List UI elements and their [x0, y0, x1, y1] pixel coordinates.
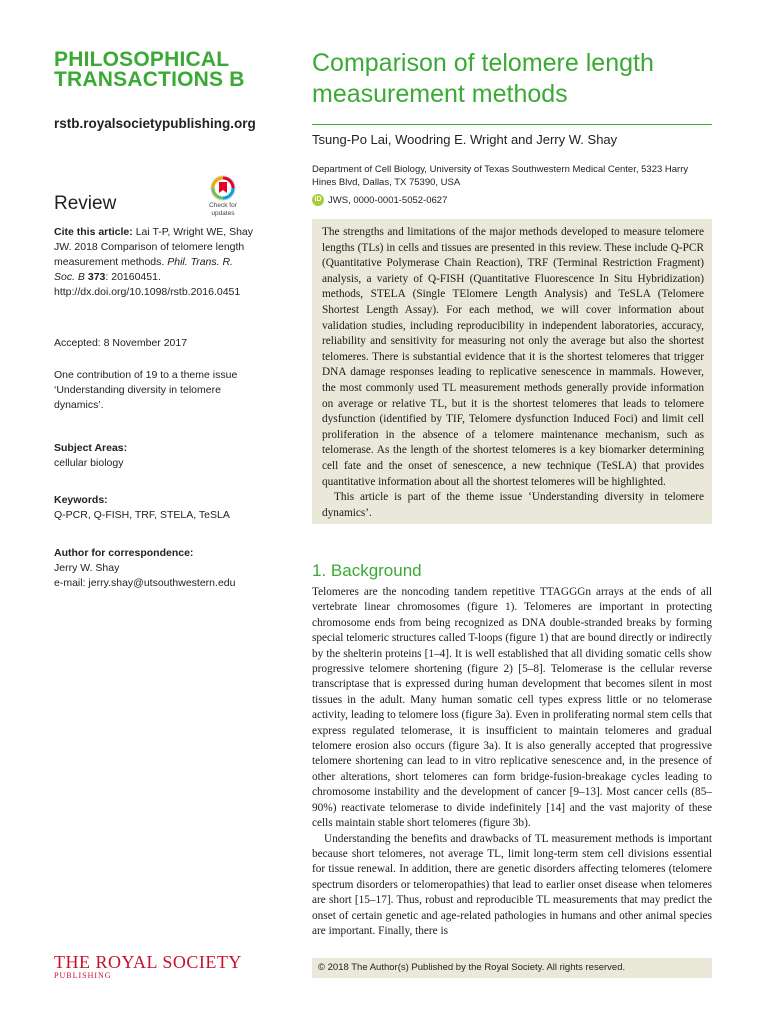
correspondence-label: Author for correspondence:: [54, 547, 194, 559]
copyright-footer: © 2018 The Author(s) Published by the Royal Society. All rights reserved.: [312, 958, 712, 978]
check-updates-line2: updates: [211, 210, 235, 217]
publisher-line2: PUBLISHING: [54, 971, 112, 980]
correspondence: [54, 546, 254, 591]
abstract-paragraph-2: This article is part of the theme issue ‘Understanding diversity in telomere dynamics’.: [322, 491, 704, 519]
affiliation: Department of Cell Biology, University of Texas Southwestern Medical Center, 5323 Harry Hines Blvd, Dallas, TX 75390, USA: [312, 164, 689, 188]
orcid-text: JWS, 0000-0001-5052-0627: [328, 194, 448, 206]
subject-label: Subject Areas:: [54, 442, 128, 454]
keywords-value: Q-PCR, Q-FISH, TRF, STELA, TeSLA: [54, 509, 230, 521]
orcid-line[interactable]: [312, 194, 447, 206]
author-list: Tsung-Po Lai, Woodring E. Wright and Jerry W. Shay: [312, 132, 618, 147]
article-type: Review: [54, 193, 117, 214]
abstract-box: [312, 219, 712, 524]
citation-volume: 373: [87, 271, 106, 283]
body-paragraph-1: Telomeres are the noncoding tandem repetitive TTAGGGn arrays at the ends of all vertebrate linear chromosomes (figure 1). Telomeres are important in protecting chromosome ends from being recognized as DNA double-stranded breaks by forming special telomeric structures called T-loops (figure 1) that are bound directly or indirectly by the shelterin proteins [1–4]. It is well established that all dividing somatic cells show progressive telomere shortening (figure 2) [5–8]. Telomerase is the cellular reverse transcriptase that is expressed during human development that becomes silent in most tissues in the adult. Many human somatic cell types express little or no telomerase activity, leading to telomere loss (figure 3a). Even in proliferating normal stem cells that express regulated telomerase, it is insufficient to maintain telomeres and gradual telomere erosion also occurs (figure 3a). It is also generally accepted that progressive telomere shortening can lead to in vitro replicative senescence and, in the presence of other alterations, short telomeres can form bridge-fusion-breakage cycles leading to chromosome instability and the development of cancer [9–13]. Most cancer cells (85–90%) reactivate telomerase to divide indefinitely [14] and the vast majority of these cells maintain stable short telomeres (figure 3b).: [312, 586, 712, 830]
check-updates-icon: [210, 175, 236, 201]
journal-name-line1: PHILOSOPHICAL: [54, 48, 230, 71]
publisher-logo: [54, 952, 242, 980]
check-updates-line1: Check for: [209, 202, 237, 209]
publisher-line1: THE ROYAL SOCIETY: [54, 952, 242, 972]
journal-name-line2: TRANSACTIONS B: [54, 68, 245, 91]
orcid-icon: iD: [312, 194, 324, 206]
subject-areas: [54, 441, 254, 471]
body-text: [312, 585, 712, 953]
citation-journal: Phil. Trans. R. Soc. B: [54, 256, 233, 283]
journal-name: [54, 50, 294, 90]
correspondence-email[interactable]: e-mail: jerry.shay@utsouthwestern.edu: [54, 577, 236, 589]
body-paragraph-2: Understanding the benefits and drawbacks of TL measurement methods is important because short telomeres, not average TL, limit long-term stem cell divisions essential for tissue renewal. In addition, there are genetic disorders affecting telomeres (telomere spectrum disorders or telomeropathies) that lead to earlier onset disease when telomeres are short [15–17]. Thus, robust and reproducible TL measurements that may predict the onset of certain genetic and age-related pathologies in humans and other animal species are important. Finally, there is: [312, 832, 712, 937]
citation-label: Cite this article:: [54, 226, 133, 238]
journal-site-link[interactable]: rstb.royalsocietypublishing.org: [54, 116, 256, 131]
check-for-updates-badge[interactable]: [204, 175, 242, 217]
section-heading: 1. Background: [312, 561, 422, 580]
theme-contribution: One contribution of 19 to a theme issue ‘Understanding diversity in telomere dynamics’.: [54, 369, 238, 411]
keywords-label: Keywords:: [54, 494, 108, 506]
citation-doi-link[interactable]: http://dx.doi.org/10.1098/rstb.2016.0451: [54, 286, 241, 298]
subject-value: cellular biology: [54, 457, 124, 469]
abstract-paragraph-1: The strengths and limitations of the major methods developed to measure telomere lengths (TLs) in cells and tissues are presented in this review. These include Q-PCR (Quantitative Polymerase Chain Reaction), TRF (Terminal Restriction Fragment) analysis, a variety of Q-FISH (Quantitative Fluorescence In Situ Hybridization) methods, STELA (Single TElomere Length Analysis) and TeSLA (Telomere Shortest Length Assay). For each method, we will cover information about validation studies, including reproducibility in independent laboratories, accuracy, reliability and sensitivity for measuring not only the average but also the shortest telomeres. There is substantial evidence that it is the shortest telomeres that trigger DNA damage responses leading to replicative senescence in mammals. However, the most commonly used TL measurement methods generally provide information on average or relative TL, but it is the shortest telomeres that leads to telomere dysfunction (identified by TIF, Telomere dysfunction Induced Foci) and limit cell proliferation in the absence of a telomere maintenance mechanism, such as telomerase. As the length of the shortest telomeres is a key biomarker determining cell fate and the onset of senescence, a new technique (TeSLA) that provides quantitative information about all the shortest telomeres will be highlighted.: [322, 226, 704, 488]
article-title: Comparison of telomere length measurement methods: [312, 49, 654, 108]
citation-block: [54, 225, 254, 300]
citation-text: Lai T-P, Wright WE, Shay JW. 2018 Comparison of telomere length measurement methods.: [54, 226, 254, 268]
citation-article: : 20160451.: [105, 271, 161, 283]
title-divider: [312, 124, 712, 125]
accepted-date: Accepted: 8 November 2017: [54, 337, 188, 349]
correspondence-name: Jerry W. Shay: [54, 562, 120, 574]
keywords: [54, 493, 254, 523]
